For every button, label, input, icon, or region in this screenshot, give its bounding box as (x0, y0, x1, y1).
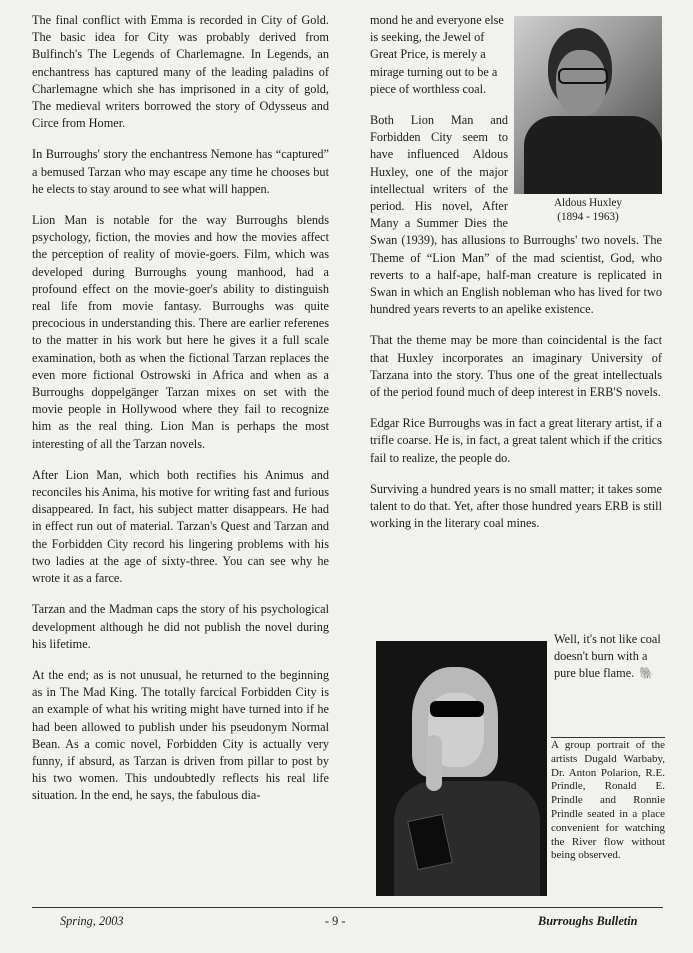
side-quote-text: Well, it's not like coal doesn't burn with a pure blue flame. (554, 632, 661, 681)
group-caption-text: A group portrait of the artists Dugald Warbaby, Dr. Anton Polarion, R.E. Prindle, Ronald E. Prindle and Ronnie Prindle seated in a place convenient for watching the River flow without being observed. (551, 739, 665, 862)
group-portrait-caption (551, 737, 665, 863)
footer-issue: Spring, 2003 (60, 914, 124, 928)
left-column (32, 12, 329, 805)
left-paragraph-3: Lion Man is notable for the way Burroughs blends psychology, fiction, the movies and how the movies affect the perception of reality of movie-goers. Film, which was developed during Burroughs young manhood, had a profound effect on the movie-goer's ability to distinguish real life from movie fantasy. Burroughs was quite precocious in understanding this. There are earlier referenes to the matter in his work but here he gives it a full scale examination, both as when the fictional Tarzan replaces the even more fictional Ostrowski in Africa and when as a Burroughs doppelgänger Tarzan mixes on set with the movie people in Hollywood where they fail to recognize him as the real thing. Lion Man is perhaps the most interesting of all the Tarzan novels. (32, 213, 329, 451)
huxley-caption-dates: (1894 - 1963) (557, 211, 619, 223)
left-paragraph-2: In Burroughs' story the enchantress Nemone has “captured” a bemused Tarzan who may escape any time he chooses but he elects to stay around to see what will happen. (32, 147, 329, 196)
footer-page-number: - 9 - (325, 914, 346, 928)
footer-divider (32, 907, 663, 908)
huxley-caption-name: Aldous Huxley (553, 197, 623, 209)
right-paragraph-1: mond he and everyone else is seeking, the Jewel of Great Price, is merely a mirage turning out to be a piece of worthless coal. (370, 13, 504, 96)
group-portrait-photo (376, 641, 547, 896)
right-paragraph-2: Both Lion Man and Forbidden City seem to have influenced Aldous Huxley, one of the major intellectual writers of the period. His novel, After Many a Summer Dies the Swan (1939), has allusions to Burroughs' two novels. The Theme of “Lion Man” of the mad scientist, God, who reverts to a half-ape, half-man creature is replicated in Swan in which an English nobleman who has lived for two hundred years reverts to an apelike existence. (370, 113, 662, 317)
side-quote (554, 631, 665, 683)
left-paragraph-1: The final conflict with Emma is recorded in City of Gold. The basic idea for City was probably derived from Bulfinch's The Legends of Charlemagne. In Legends, an enchantress has captured many of the leading paladins of Charlemagne which she has imprisoned in a city of gold, The medieval writers borrowed the story of Odysseus and Circe from Homer. (32, 13, 329, 131)
huxley-caption (514, 196, 662, 224)
footer-publication: Burroughs Bulletin (538, 914, 638, 928)
left-paragraph-5: Tarzan and the Madman caps the story of his psychological development although he did not publish the novel during his lifetime. (32, 602, 329, 651)
right-paragraph-4: Edgar Rice Burroughs was in fact a great literary artist, if a trifle coarse. He is, in fact, a great talent which if the critics fail to realize, the people do. (370, 416, 662, 465)
elephant-icon: 🐘 (639, 666, 655, 681)
left-paragraph-6: At the end; as is not unusual, he returned to the beginning as in The Mad King. The totally farcical Forbidden City is an example of what his writing might have turned into if he had been allowed to publish under his pseudonym Normal Bean. As a comic novel, Forbidden City is actually very funny, if absurd, as Tarzan is driven from pillar to post by his two women. This undoubtedly reflects his real life situation. In the end, he says, the fabulous dia- (32, 667, 329, 803)
right-paragraph-3: That the theme may be more than coincidental is the fact that Huxley incorporates an imaginary University of Tarzana into the story. Thus one of the great intellectuals of the period found much of deep interest in ERB'S novels. (370, 333, 662, 400)
right-paragraph-5: Surviving a hundred years is no small matter; it takes some talent to do that. Yet, after those hundred years ERB is still working in the literary coal mines. (370, 481, 662, 531)
left-paragraph-4: After Lion Man, which both rectifies his Animus and reconciles his Anima, his motive for writing fast and furious disappeared. In fact, his subject matter disappears. He had in effect run out of material. Tarzan's Quest and Tarzan and the Forbidden City record his lingering problems with his two ladies at the age of sixty-three. You can see why he wrote it as a farce. (32, 467, 329, 586)
right-column (370, 12, 662, 532)
huxley-photo (514, 16, 662, 194)
